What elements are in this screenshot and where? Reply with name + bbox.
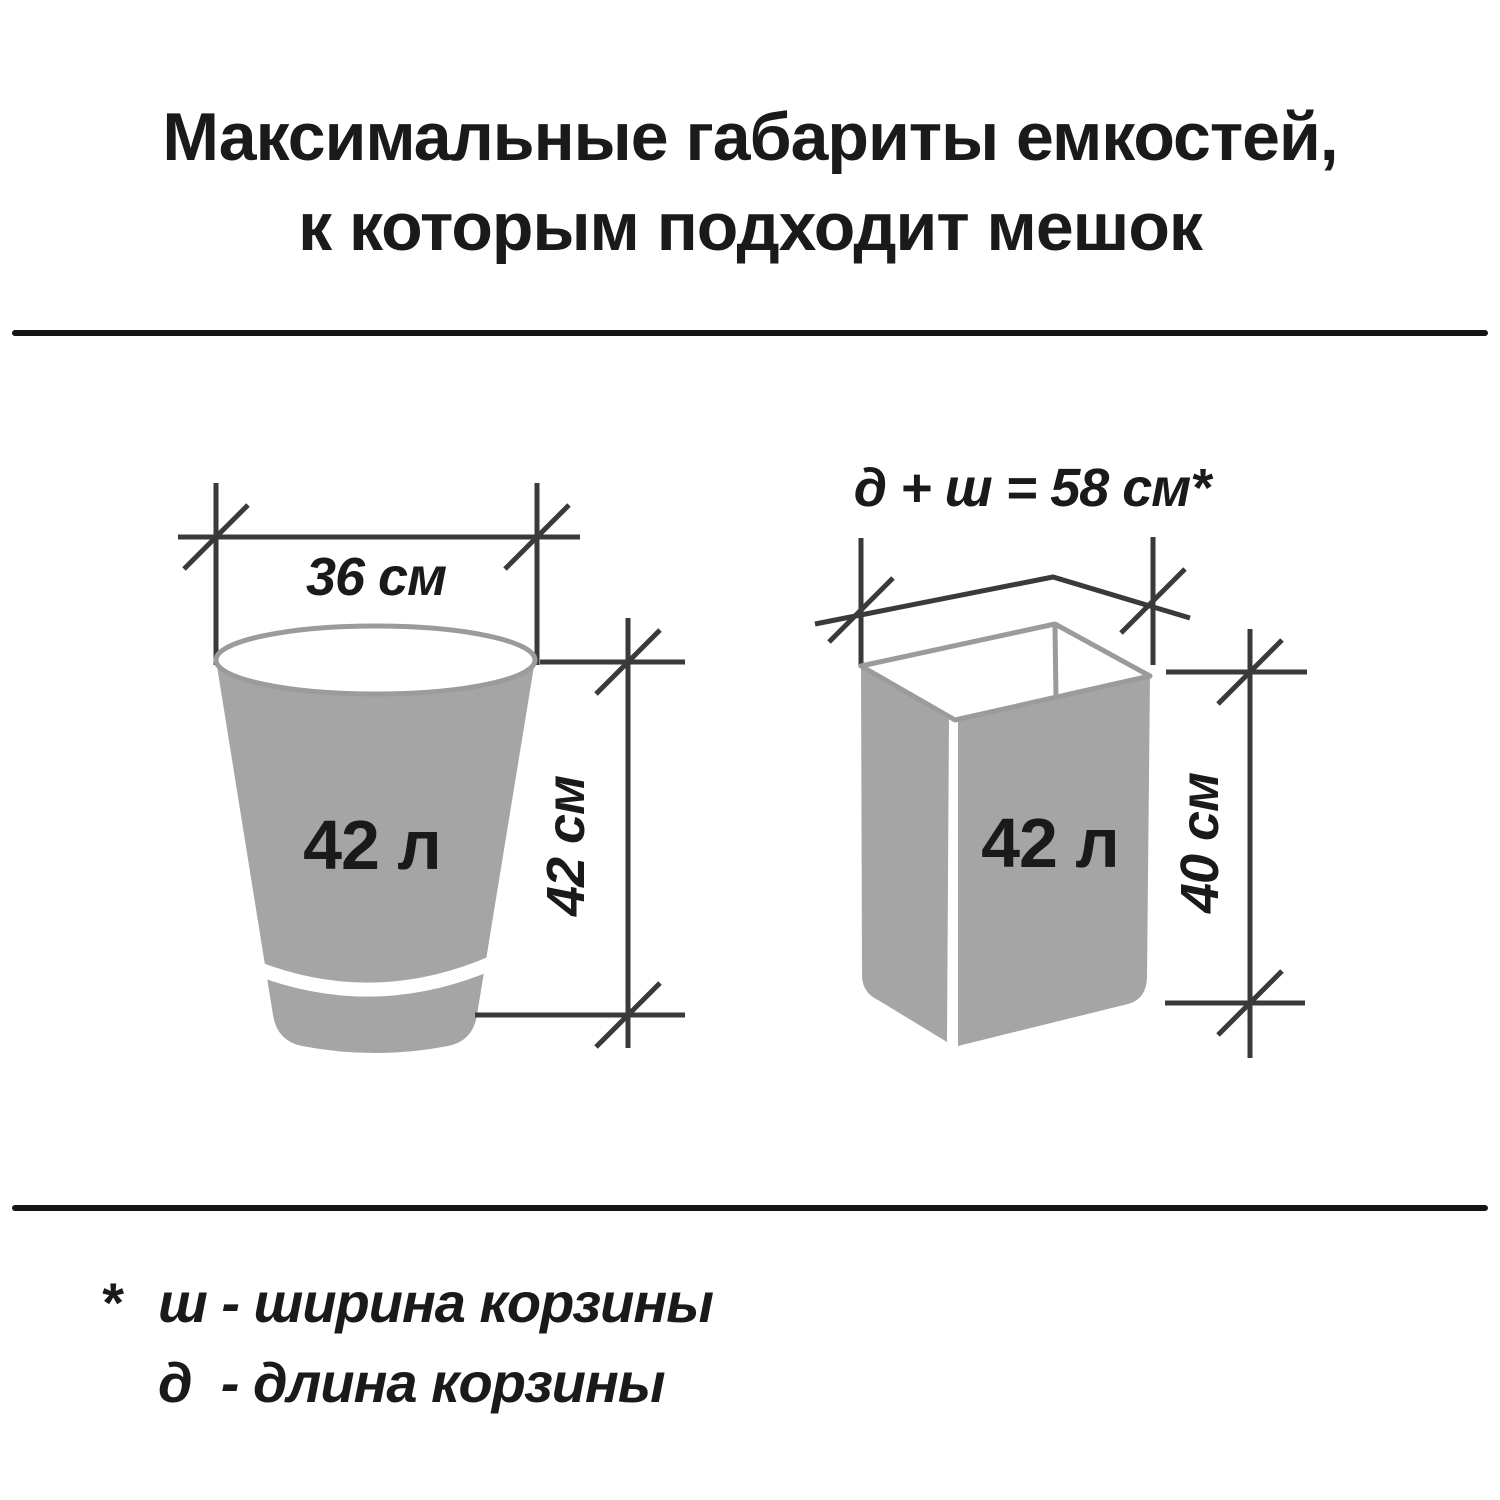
footnote-line-length [100,1343,713,1423]
bin-height-label: 40 см [1170,772,1230,914]
bottom-divider [12,1205,1488,1211]
footnote-line-width [100,1263,713,1343]
bucket-height-label: 42 см [536,775,596,917]
bucket-volume-label: 42 л [303,806,441,884]
bin-volume-label: 42 л [981,804,1119,882]
footnote-width-text: ш - ширина корзины [158,1271,713,1334]
page-title-line1: Максимальные габариты емкостей, [162,99,1338,175]
footnote [100,1263,713,1423]
bin-inner-back-edge [1055,626,1056,698]
bucket-width-label: 36 см [305,547,447,607]
bin-front-left-face [861,666,949,1042]
page-title-line2: к которым подходит мешок [298,189,1202,265]
bucket-opening [216,626,535,694]
footnote-asterisk: * [100,1271,121,1334]
bin-formula-label: д + ш = 58 см* [853,458,1211,518]
footnote-length-text: д - длина корзины [158,1351,665,1414]
